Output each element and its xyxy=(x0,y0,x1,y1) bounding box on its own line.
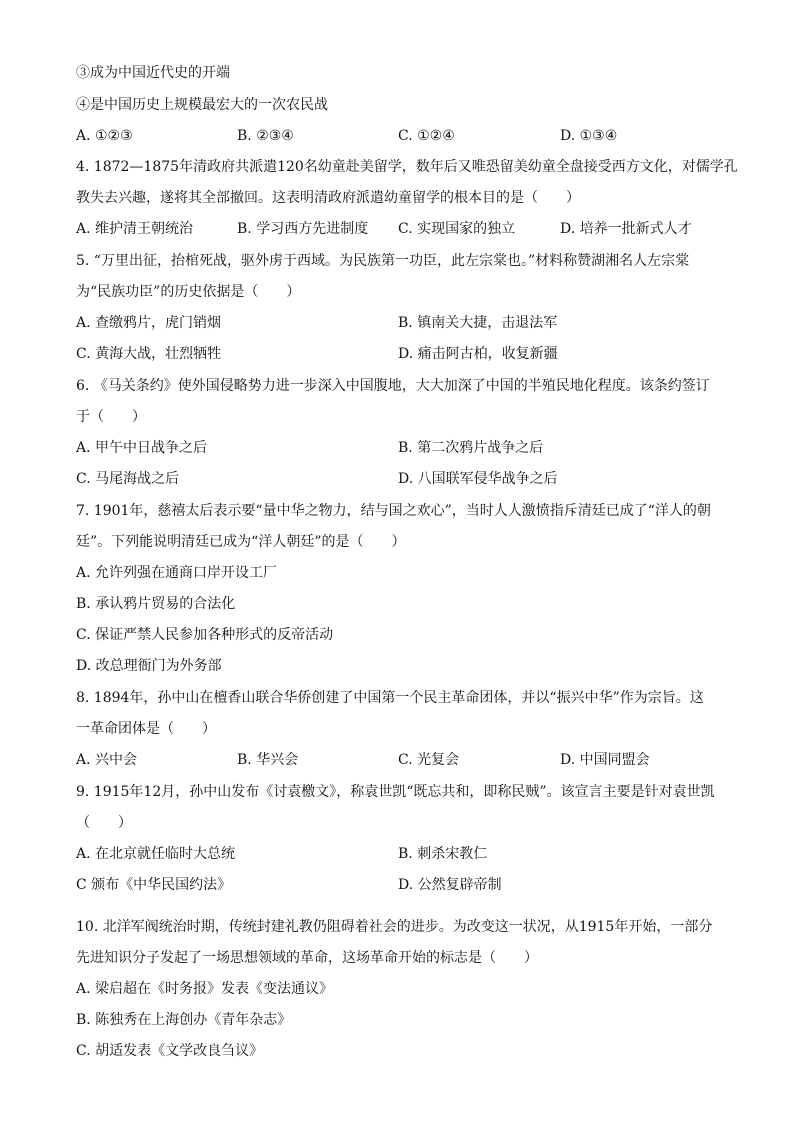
q4-option-a: A. 维护清王朝统治 xyxy=(76,221,194,237)
q8-option-c: C. 光复会 xyxy=(398,752,460,768)
q8-option-a: A. 兴中会 xyxy=(76,752,138,768)
q5-option-b: B. 镇南关大捷，击退法军 xyxy=(398,315,558,331)
q10-stem-line-1: 10. 北洋军阀统治时期，传统封建礼教仍阻碍着社会的进步。为改变这一状况，从1915年开始，一部分 xyxy=(76,919,713,935)
q10-option-c: C. 胡适发表《文学改良刍议》 xyxy=(76,1043,264,1059)
q8-stem-line-2: 一革命团体是（ ） xyxy=(76,721,216,737)
q7-option-c: C. 保证严禁人民参加各种形式的反帝活动 xyxy=(76,627,334,643)
q7-option-a: A. 允许列强在通商口岸开设工厂 xyxy=(76,565,278,581)
q10-option-b: B. 陈独秀在上海创办《青年杂志》 xyxy=(76,1012,292,1028)
q4-option-d: D. 培养一批新式人才 xyxy=(560,221,692,237)
q4-option-b: B. 学习西方先进制度 xyxy=(237,221,369,237)
q9-option-a: A. 在北京就任临时大总统 xyxy=(76,846,236,862)
q8-option-d: D. 中国同盟会 xyxy=(560,752,650,768)
q8-option-b: B. 华兴会 xyxy=(237,752,299,768)
q5-option-d: D. 痛击阿古柏，收复新疆 xyxy=(398,346,558,362)
q8-stem-line-1: 8. 1894年，孙中山在檀香山联合华侨创建了中国第一个民主革命团体，并以“振兴中华”作为宗旨。这 xyxy=(76,690,704,706)
q3-option-a: A. ①②③ xyxy=(76,128,133,144)
q7-stem-line-2: 廷”。下列能说明清廷已成为“洋人朝廷”的是（ ） xyxy=(76,534,406,550)
q10-option-a: A. 梁启超在《时务报》发表《变法通议》 xyxy=(76,981,334,997)
q4-option-c: C. 实现国家的独立 xyxy=(398,221,516,237)
q9-option-d: D. 公然复辟帝制 xyxy=(398,877,502,893)
q9-stem-line-2: （ ） xyxy=(76,815,132,831)
q6-option-b: B. 第二次鸦片战争之后 xyxy=(398,440,544,456)
statement-3: ③成为中国近代史的开端 xyxy=(76,65,230,81)
q6-stem-line-1: 6. 《马关条约》使外国侵略势力进一步深入中国腹地，大大加深了中国的半殖民地化程度。该条约签订 xyxy=(76,378,710,394)
q7-stem-line-1: 7. 1901年，慈禧太后表示要“量中华之物力，结与国之欢心”，当时人人激愤指斥清廷已成了“洋人的朝 xyxy=(76,503,711,519)
q10-stem-line-2: 先进知识分子发起了一场思想领域的革命，这场革命开始的标志是（ ） xyxy=(76,950,538,966)
q3-option-b: B. ②③④ xyxy=(237,128,294,144)
q9-option-c: C 颁布《中华民国约法》 xyxy=(76,877,232,893)
q6-option-d: D. 八国联军侵华战争之后 xyxy=(398,471,558,487)
q5-option-c: C. 黄海大战，壮烈牺牲 xyxy=(76,346,222,362)
q4-stem-line-1: 4. 1872—1875年清政府共派遣120名幼童赴美留学，数年后又唯恐留美幼童全盘接受西方文化，对儒学孔 xyxy=(76,159,738,175)
q5-option-a: A. 查缴鸦片，虎门销烟 xyxy=(76,315,222,331)
q9-option-b: B. 刺杀宋教仁 xyxy=(398,846,488,862)
statement-4: ④是中国历史上规模最宏大的一次农民战 xyxy=(76,97,328,113)
q6-option-a: A. 甲午中日战争之后 xyxy=(76,440,208,456)
q6-option-c: C. 马尾海战之后 xyxy=(76,471,180,487)
q5-stem-line-1: 5. “万里出征，抬棺死战，驱外虏于西域。为民族第一功臣，此左宗棠也。”材料称赞湖湘名人左宗棠 xyxy=(76,253,690,269)
q7-option-b: B. 承认鸦片贸易的合法化 xyxy=(76,596,236,612)
q6-stem-line-2: 于（ ） xyxy=(76,409,146,425)
q4-stem-line-2: 教失去兴趣，遂将其全部撤回。这表明清政府派遣幼童留学的根本目的是（ ） xyxy=(76,190,580,206)
q5-stem-line-2: 为“民族功臣”的历史依据是（ ） xyxy=(76,284,301,300)
q9-stem-line-1: 9. 1915年12月，孙中山发布《讨袁檄文》，称袁世凯“既忘共和，即称民贼”。该宣言主要是针对袁世凯 xyxy=(76,784,715,800)
q7-option-d: D. 改总理衙门为外务部 xyxy=(76,658,222,674)
q3-option-d: D. ①③④ xyxy=(560,128,618,144)
q3-option-c: C. ①②④ xyxy=(398,128,455,144)
